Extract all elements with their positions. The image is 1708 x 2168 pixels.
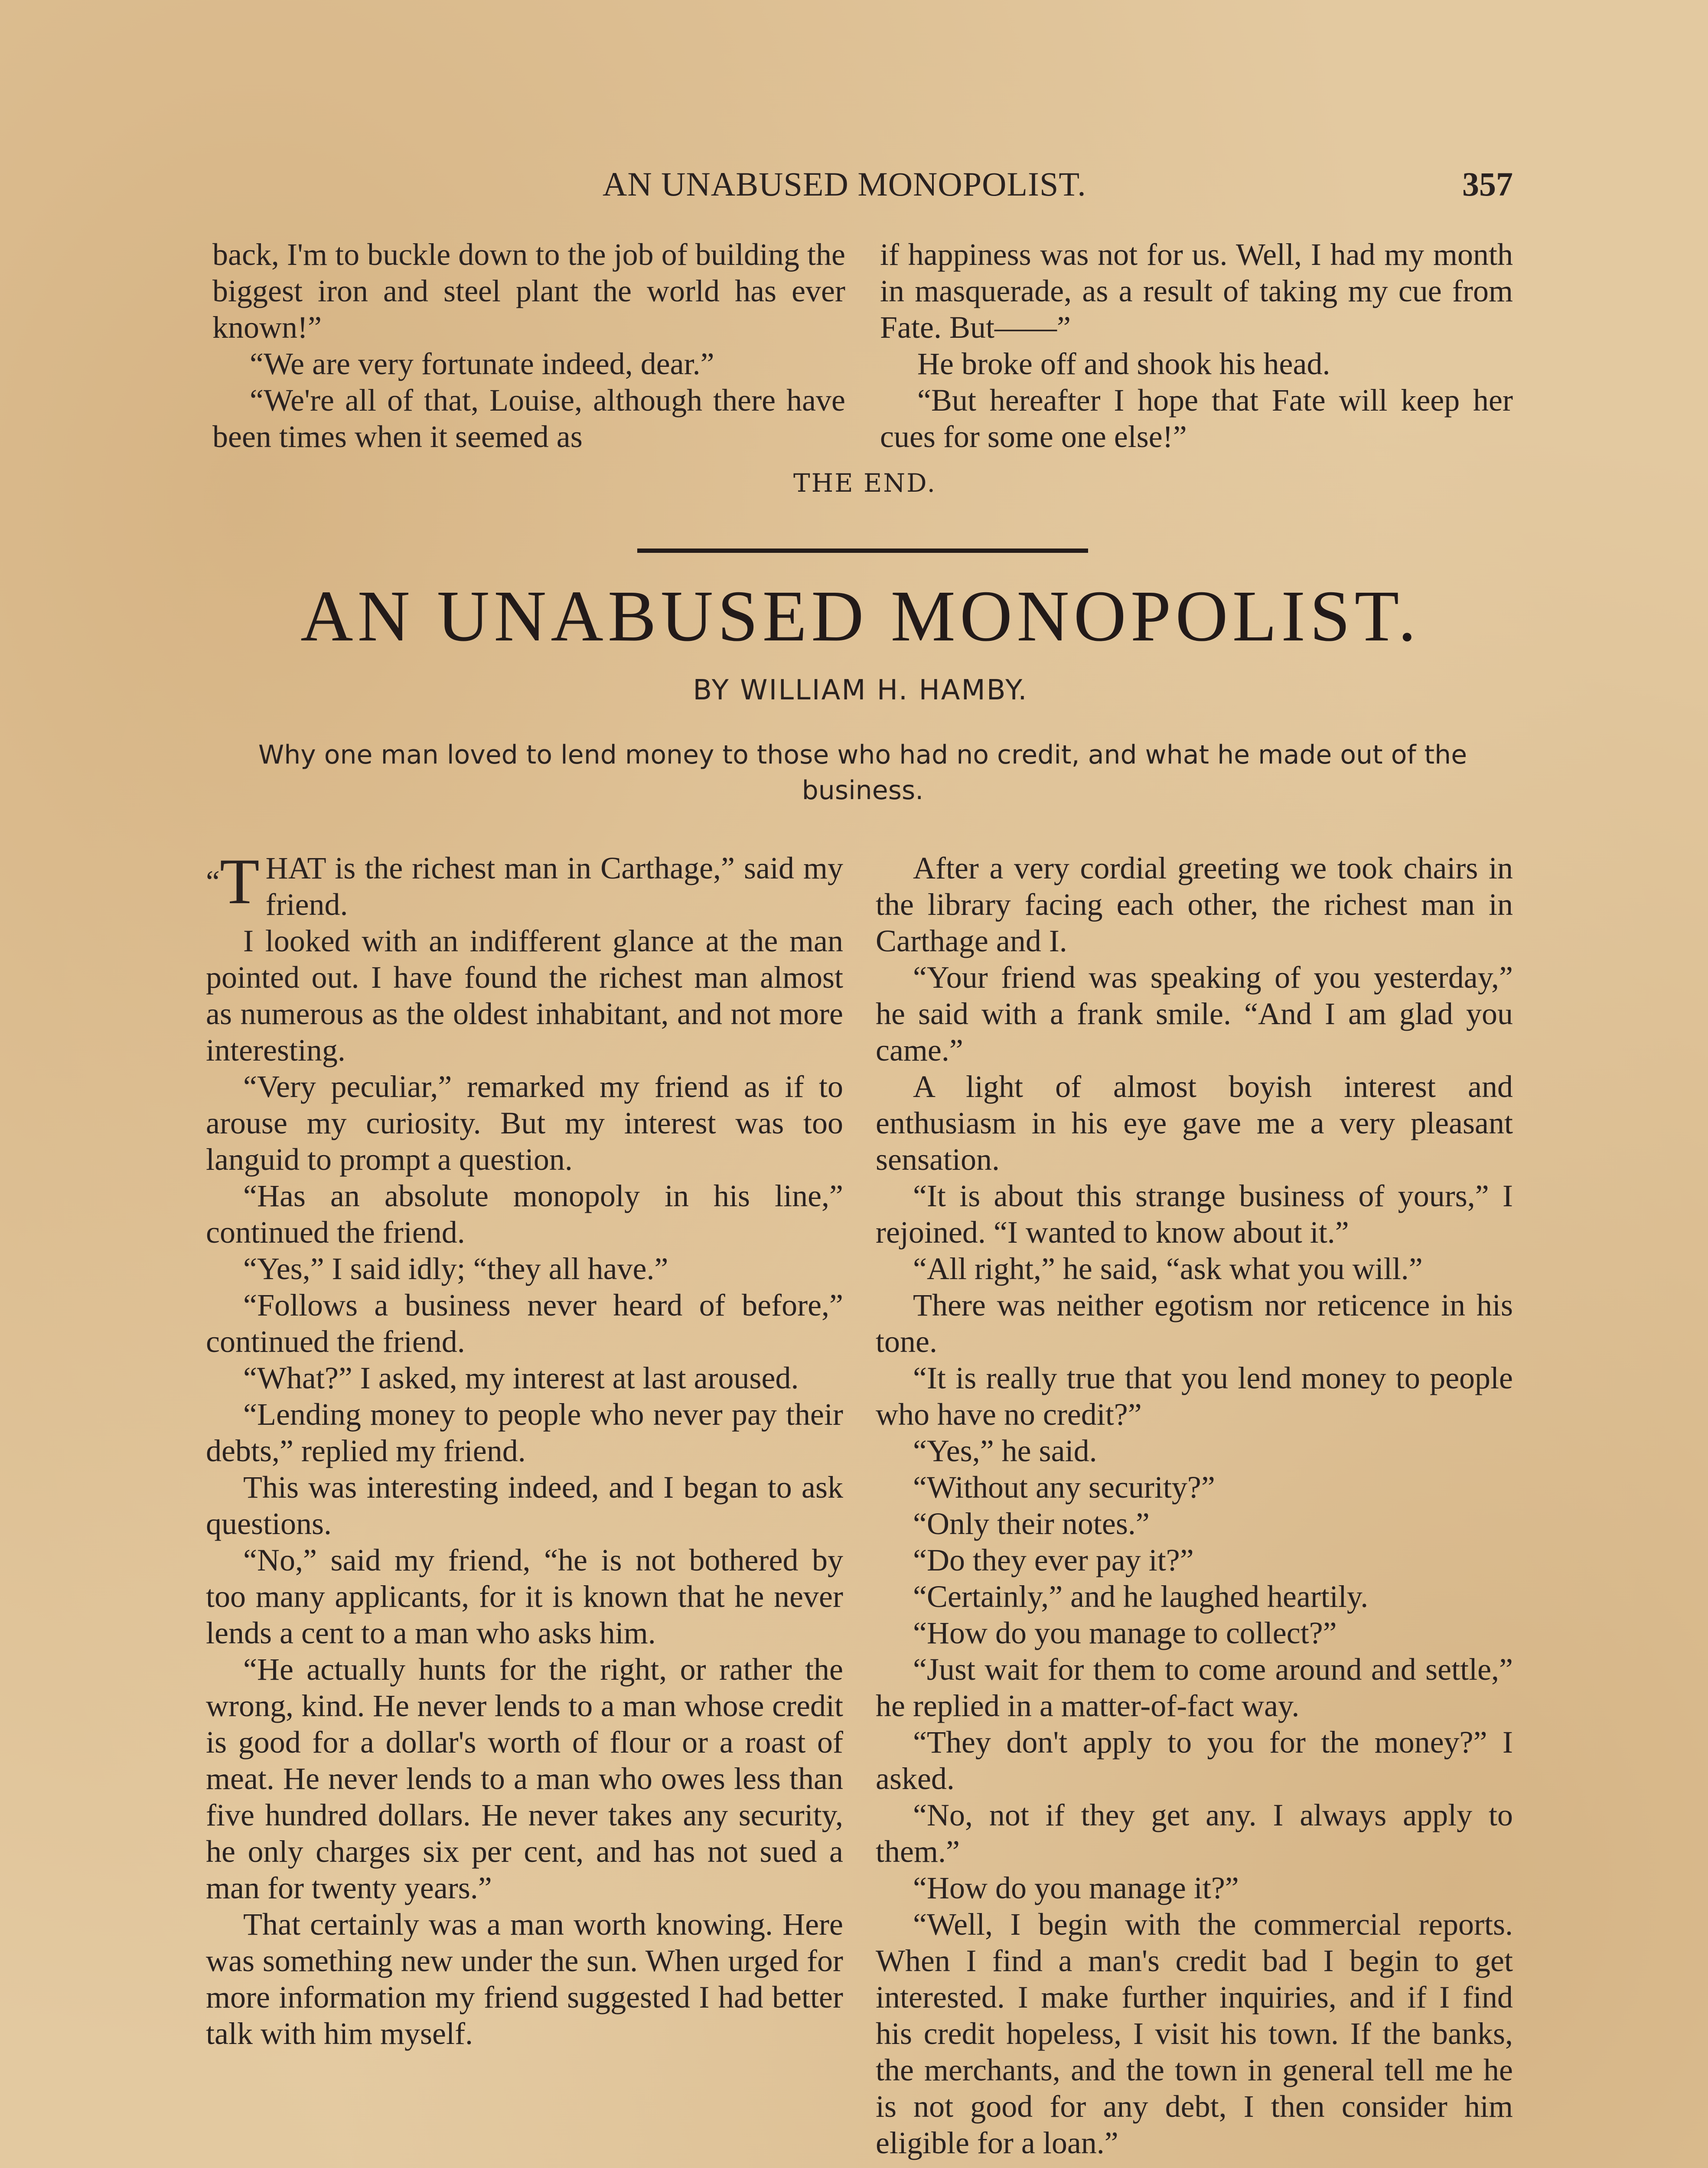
running-header: [208, 165, 1513, 212]
the-end-mark: THE END.: [793, 468, 937, 498]
paragraph: A light of almost boyish interest and enthusiasm in his eye gave me a very pleasant sensation.: [876, 1069, 1513, 1177]
paragraph: “No,” said my friend, “he is not bothered by too many applicants, for it is known that he never lends a cent to a man who asks him.: [206, 1543, 843, 1650]
paragraph: This was interesting indeed, and I began to ask questions.: [206, 1470, 843, 1541]
paragraph: “No, not if they get any. I always apply to them.”: [876, 1798, 1513, 1869]
paragraph: “Your friend was speaking of you yesterday,” he said with a frank smile. “And I am glad you came.”: [876, 960, 1513, 1068]
paragraph: “What?” I asked, my interest at last aroused.: [243, 1361, 799, 1395]
paragraph: “Without any security?”: [913, 1470, 1215, 1505]
paragraph: “We are very fortunate indeed, dear.”: [250, 346, 714, 381]
paragraph: back, I'm to buckle down to the job of building the biggest iron and steel plant the world has ever known!”: [212, 237, 845, 345]
page-number: 357: [1462, 165, 1513, 203]
paragraph: “How do you manage it?”: [913, 1871, 1239, 1905]
paragraph: “Lending money to people who never pay their debts,” replied my friend.: [206, 1397, 843, 1468]
article-title: AN UNABUSED MONOPOLIST.: [300, 576, 1421, 656]
paragraph: “It is really true that you lend money to people who have no credit?”: [876, 1361, 1513, 1432]
paragraph: “Has an absolute monopoly in his line,” continued the friend.: [206, 1179, 843, 1250]
paragraph: “Do they ever pay it?”: [913, 1543, 1194, 1577]
byline: BY WILLIAM H. HAMBY.: [693, 674, 1028, 706]
paragraph: “It is about this strange business of yours,” I rejoined. “I wanted to know about it.”: [876, 1179, 1513, 1250]
paragraph: “Just wait for them to come around and settle,” he replied in a matter-of-fact way.: [876, 1652, 1513, 1723]
opening-quote: “: [206, 864, 220, 899]
paragraph: “They don't apply to you for the money?” I asked.: [876, 1725, 1513, 1796]
paragraph: “Follows a business never heard of before,” continued the friend.: [206, 1288, 843, 1359]
paragraph: “Certainly,” and he laughed heartily.: [913, 1579, 1369, 1614]
article-left-column: [206, 846, 843, 2052]
article-right-column: [876, 850, 1513, 2161]
paragraph: “Well, I begin with the commercial reports. When I find a man's credit bad I begin to get interested. I make further inquiries, and if I find his credit hopeless, I visit his town. If the banks, the merchants, and the town in general tell me he is not good for any debt, I then consider him eligible for a loan.”: [876, 1907, 1513, 2160]
paragraph: if happiness was not for us. Well, I had my month in masquerade, as a result of taking my cue from Fate. But——”: [880, 237, 1513, 345]
article-teaser: Why one man loved to lend money to those who had no credit, and what he made out of the business.: [258, 740, 1467, 806]
paragraph: “But hereafter I hope that Fate will keep her cues for some one else!”: [880, 383, 1513, 454]
paragraph: There was neither egotism nor reticence in his tone.: [876, 1288, 1513, 1359]
previous-story-right-column: [880, 236, 1513, 455]
drop-cap: [206, 846, 260, 917]
paragraph: “We're all of that, Louise, although there have been times when it seemed as: [212, 383, 845, 454]
opening-paragraph: [206, 846, 843, 923]
paragraph: After a very cordial greeting we took chairs in the library facing each other, the richest man in Carthage and I.: [876, 851, 1513, 958]
running-title: AN UNABUSED MONOPOLIST.: [603, 165, 1086, 203]
paragraph: “How do you manage to collect?”: [913, 1616, 1337, 1650]
opening-paragraph-text: HAT is the richest man in Carthage,” said my friend.: [265, 851, 843, 922]
previous-story-left-column: [212, 236, 845, 455]
paragraph: That certainly was a man worth knowing. Here was something new under the sun. When urged for more information my friend suggested I had better talk with him myself.: [206, 1907, 843, 2051]
paragraph: “All right,” he said, “ask what you will.”: [913, 1251, 1423, 1286]
paragraph: “Yes,” I said idly; “they all have.”: [243, 1251, 668, 1286]
drop-cap-letter: T: [219, 846, 260, 917]
section-divider: [637, 549, 1088, 553]
paragraph: “Very peculiar,” remarked my friend as if to arouse my curiosity. But my interest was too languid to prompt a question.: [206, 1069, 843, 1177]
paragraph: “Yes,” he said.: [913, 1433, 1097, 1468]
paragraph: I looked with an indifferent glance at the man pointed out. I have found the richest man almost as numerous as the oldest inhabitant, and not more interesting.: [206, 924, 843, 1068]
paragraph: “He actually hunts for the right, or rather the wrong, kind. He never lends to a man whose credit is good for a dollar's worth of flour or a roast of meat. He never lends to a man who owes less than five hundred dollars. He never takes any security, he only charges six per cent, and has not sued a man for twenty years.”: [206, 1652, 843, 1905]
paragraph: He broke off and shook his head.: [917, 346, 1330, 381]
paragraph: “Only their notes.”: [913, 1506, 1150, 1541]
